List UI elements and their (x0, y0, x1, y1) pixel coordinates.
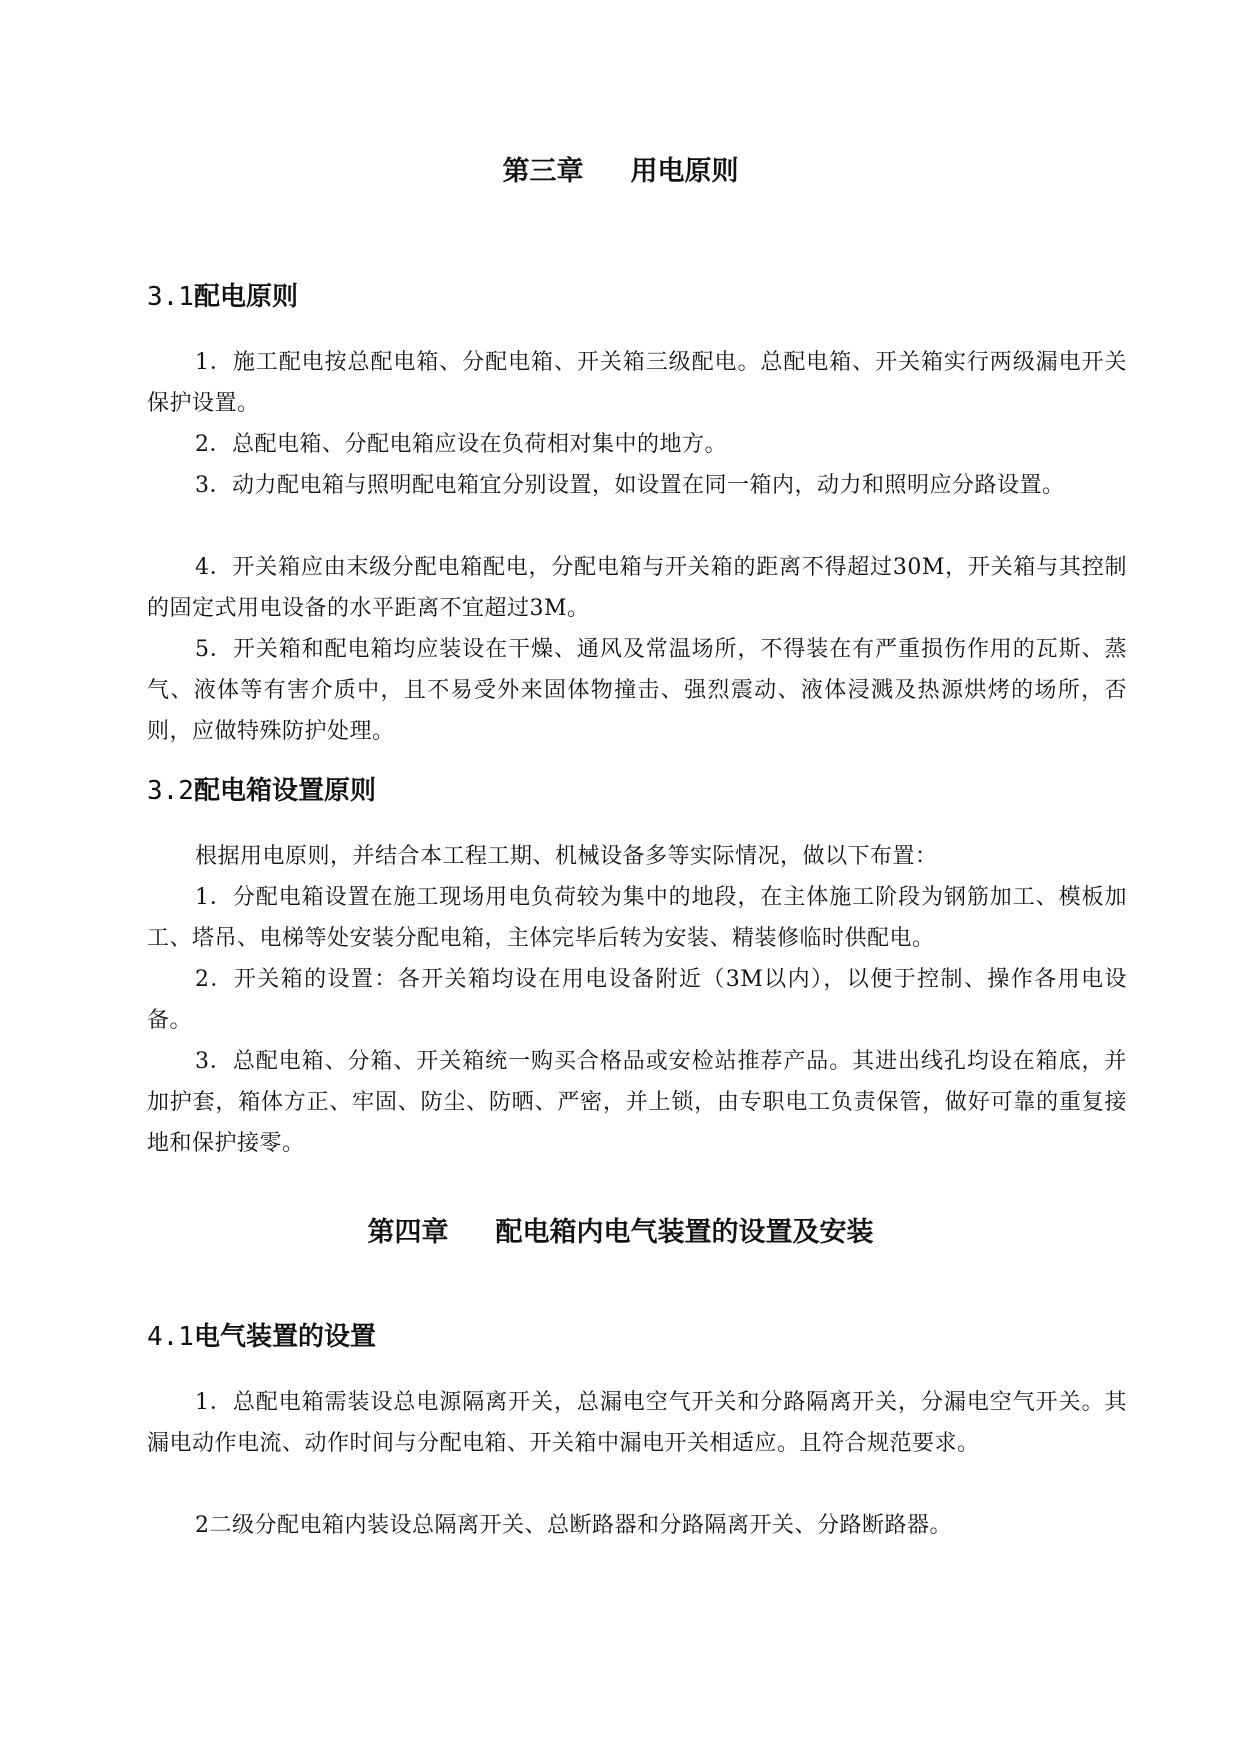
section-4-1-heading (147, 1320, 376, 1354)
section-3-1-heading (147, 280, 298, 314)
paragraph: 2二级分配电箱内装设总隔离开关、总断路器和分路隔离开关、分路断路器。 (195, 1513, 952, 1538)
chapter-3-title: 第三章 用电原则 (502, 156, 739, 187)
paragraph: 4．开关箱应由末级分配电箱配电，分配电箱与开关箱的距离不得超过30M，开关箱与其控制的固定式用电设备的水平距离不宜超过3M。 (147, 555, 1127, 621)
paragraph: 根据用电原则，并结合本工程工期、机械设备多等实际情况，做以下布置： (195, 844, 938, 869)
section-number: 3.2 (147, 776, 194, 806)
chapter-4-title: 第四章 配电箱内电气装置的设置及安装 (367, 1217, 874, 1248)
paragraph: 3．动力配电箱与照明配电箱宜分别设置，如设置在同一箱内，动力和照明应分路设置。 (195, 473, 1065, 498)
paragraph: 1．分配电箱设置在施工现场用电负荷较为集中的地段，在主体施工阶段为钢筋加工、模板加工、塔吊、电梯等处安装分配电箱，主体完毕后转为安装、精装修临时供配电。 (147, 885, 1127, 951)
paragraph: 5．开关箱和配电箱均应装设在干燥、通风及常温场所，不得装在有严重损伤作用的瓦斯、蒸气、液体等有害介质中，且不易受外来固体物撞击、强烈震动、液体浸溅及热源烘烤的场所，否则，应做特殊防护处理。 (147, 637, 1127, 744)
section-number: 3.1 (147, 282, 194, 312)
paragraph: 3．总配电箱、分箱、开关箱统一购买合格品或安检站推荐产品。其进出线孔均设在箱底，并加护套，箱体方正、牢固、防尘、防晒、严密，并上锁，由专职电工负责保管，做好可靠的重复接地和保护接零。 (147, 1049, 1127, 1156)
section-title: 电气装置的设置 (193, 1322, 376, 1352)
section-title: 配电原则 (193, 282, 298, 312)
section-title: 配电箱设置原则 (193, 776, 376, 806)
paragraph: 1．总配电箱需装设总电源隔离开关，总漏电空气开关和分路隔离开关，分漏电空气开关。其漏电动作电流、动作时间与分配电箱、开关箱中漏电开关相适应。且符合规范要求。 (147, 1390, 1127, 1456)
section-3-2-heading (147, 774, 376, 808)
paragraph: 2．总配电箱、分配电箱应设在负荷相对集中的地方。 (195, 432, 727, 457)
section-number: 4.1 (147, 1322, 194, 1352)
paragraph: 1．施工配电按总配电箱、分配电箱、开关箱三级配电。总配电箱、开关箱实行两级漏电开关保护设置。 (147, 350, 1127, 416)
paragraph: 2．开关箱的设置：各开关箱均设在用电设备附近（3M以内），以便于控制、操作各用电设备。 (147, 967, 1127, 1033)
